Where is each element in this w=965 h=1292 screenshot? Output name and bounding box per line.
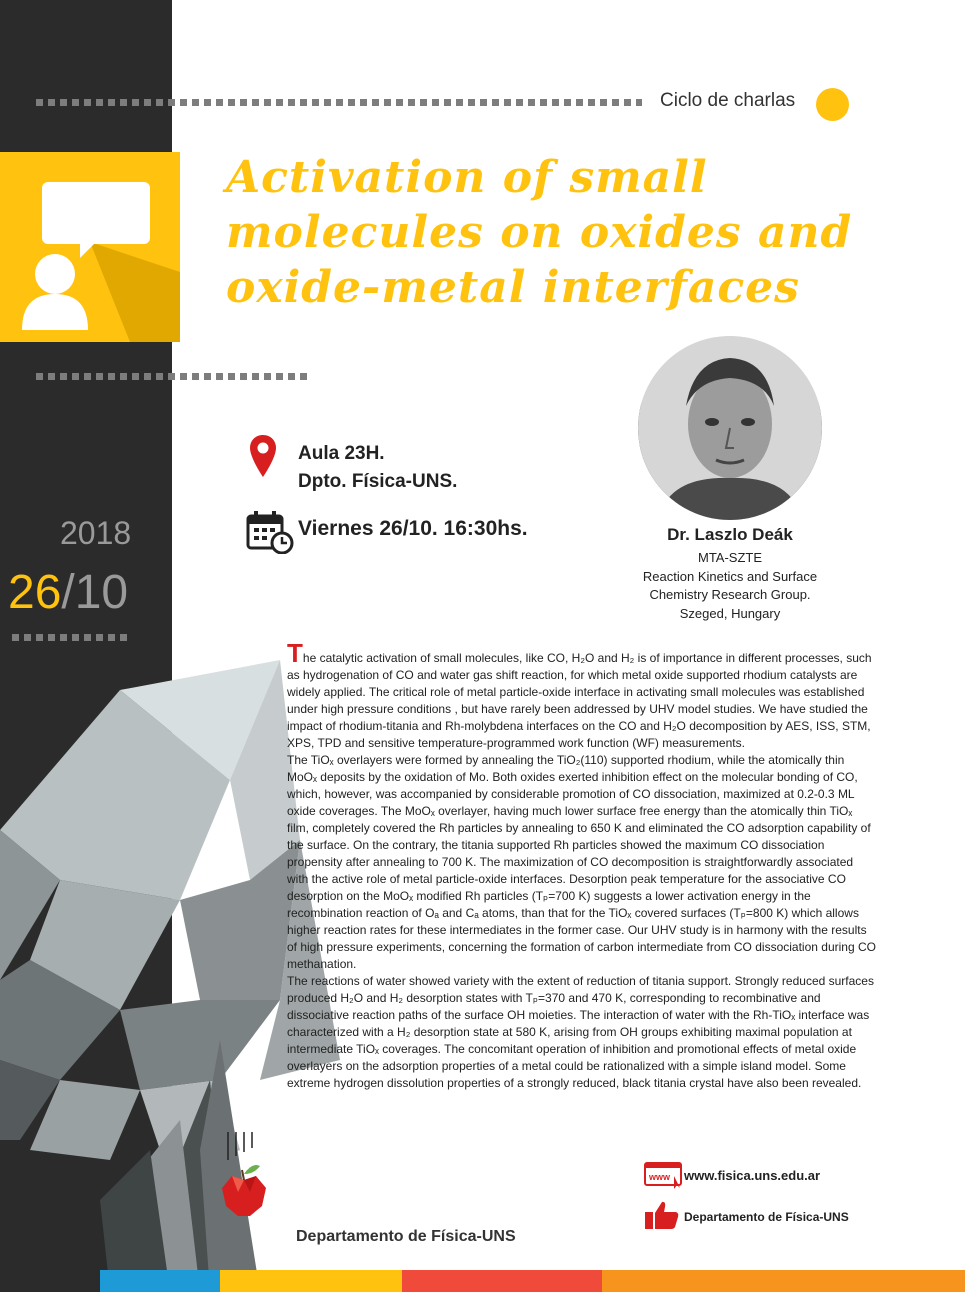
speaker-affiliation-3: Chemistry Research Group.: [649, 587, 811, 602]
series-label: Ciclo de charlas: [660, 90, 796, 111]
apple-logo: [214, 1130, 270, 1220]
stripe-orange: [602, 1270, 965, 1292]
speaker-affiliation-4: Szeged, Hungary: [679, 605, 781, 621]
dotted-divider-middle: [36, 373, 312, 380]
abstract-paragraph-3: The reactions of water showed variety with the extent of reduction of titania support. Strongly reduced surfaces produced H₂O and H₂ desorption states with Tₚ=370 and 470 K, corresponding to recombinative and dissociative reaction paths of the surface OH moieties. The interaction of water with the Rh-TiOₓ interface was characterized with a H₂ desorption state at 580 K, arising from OH groups exhibiting maximal population at intermediate TiOₓ coverages. The concomitant operation of inhibition and promotional effects of metal oxide overlayers on the adsorption properties of a metal could be rationalized with a simple island model. Some extreme hydrogen dissolution properties of a strongly reduced, black titania crystal have also been revealed.: [287, 974, 874, 1090]
location: [298, 440, 457, 496]
date-separator: /: [61, 566, 75, 619]
website-icon-text: www: [649, 1172, 671, 1182]
stripe-yellow: [220, 1270, 402, 1292]
speech-person-icon: [0, 152, 180, 342]
year-label: 2018: [60, 515, 132, 551]
facebook-link[interactable]: Departamento de Física-UNS: [684, 1210, 849, 1224]
dotted-divider-top: [36, 99, 642, 106]
stripe-red: [402, 1270, 602, 1292]
speaker-photo: [638, 336, 822, 520]
speaker-name: Dr. Laszlo Deák: [667, 525, 793, 544]
date-month: 10: [74, 566, 129, 619]
dotted-divider-date: [12, 634, 132, 641]
website-icon: [644, 1160, 684, 1190]
speaker-affiliation-2: Reaction Kinetics and Surface: [642, 568, 818, 584]
thumbs-up-icon: [644, 1200, 680, 1230]
speaker-portrait-image: [638, 336, 822, 520]
event-datetime: Viernes 26/10. 16:30hs.: [298, 517, 528, 540]
date-day: 26: [8, 566, 62, 619]
series-dot: [816, 88, 849, 121]
location-room: Aula 23H.: [298, 443, 385, 464]
drop-cap: T: [287, 638, 303, 668]
abstract-paragraph-1-text: he catalytic activation of small molecules, like CO, H₂O and H₂ is of importance in different processes, such as hydrogenation of CO and water gas shift reaction, for which metal oxide supported rhodium catalysts are widely applied. The critical role of metal particle-oxide interface in activating small molecules was established under high pressure conditions , but have rarely been addressed by UHV model studies. We have studied the impact of rhodium-titania and Rh-molybdena interfaces on the CO and H₂O decomposition by AES, ISS, STM, XPS, TPD and sensitive temperature-programmed work function (WF) measurements.: [287, 651, 872, 750]
speaker-affiliation-1: MTA-SZTE: [697, 550, 763, 565]
speaker-info: [620, 525, 840, 623]
abstract: [287, 638, 877, 1092]
abstract-paragraph-2: The TiOₓ overlayers were formed by annealing the TiO₂(110) supported rhodium, while the atomically thin MoOₓ deposits by the oxidation of Mo. Both oxides exerted inhibition effect on the molecular bonding of CO, which, however, was accompanied by considerable promotion of CO dissociation, maximized at 0.2-0.3 ML oxide coverages. The MoOₓ overlayer, having much lower surface free energy than the atomically thin TiOₓ film, completely covered the Rh particles by annealing to 650 K and eliminated the CO adsorption capability of the surface. On the contrary, the titania supported Rh particles showed the maximum CO dissociation propensity after annealing to 700 K. The maximization of CO decomposition is straightforwardly associated with the active role of metal particle-oxide interfaces. Desorption peak temperature for the associative CO desorption on the MoOₓ modified Rh particles (Tₚ=700 K) suggests a lower activation energy in the recombination reaction of Oₐ and Cₐ atoms, than that for the TiOₓ covered surfaces (Tₚ=800 K) which allows higher reaction rates for these intermediates in the former case. Our UHV study is in harmony with the results of high pressure experiments, concerning the formation of carbon intermediate from CO dissociation during CO methanation.: [287, 753, 876, 971]
location-pin-icon: [249, 434, 277, 478]
calendar-clock-icon: [246, 510, 294, 554]
date-label: [8, 565, 128, 620]
stripe-blue: [100, 1270, 220, 1292]
speaker-icon-box: [0, 152, 180, 342]
department-footer: Departamento de Física-UNS: [296, 1228, 516, 1245]
website-link[interactable]: www.fisica.uns.edu.ar: [684, 1168, 821, 1183]
talk-title: Activation of small molecules on oxides and oxide-metal interfaces: [226, 152, 853, 313]
location-department: Dpto. Física-UNS.: [298, 471, 458, 492]
abstract-paragraph-1: [287, 638, 877, 752]
